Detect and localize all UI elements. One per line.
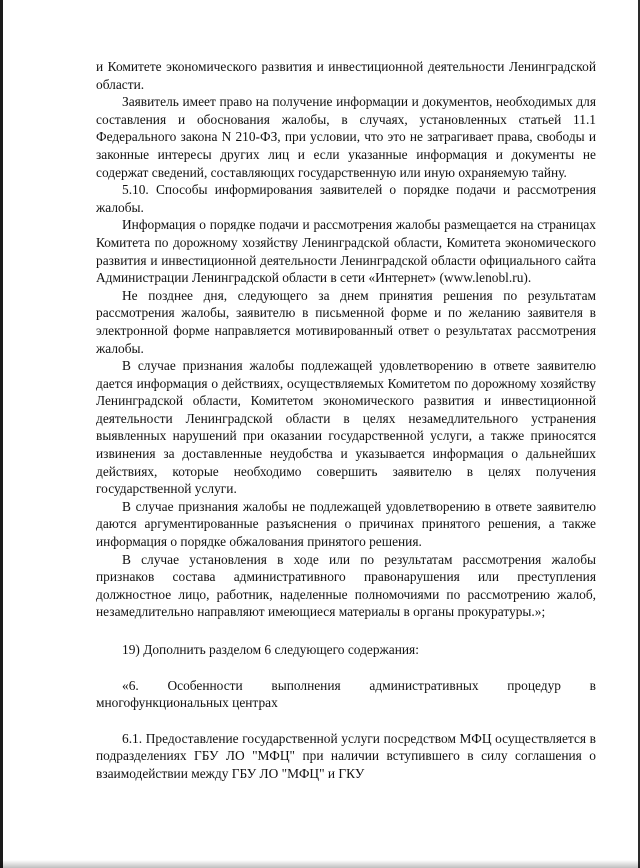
paragraph-offense-detected: В случае установления в ходе или по результатам рассмотрения жалобы признаков состава административного правонарушения или преступления должностное лицо, работник, наделенные полномочиями по рассмотрению жалоб, незамедлительно направляют имеющиеся материалы в органы прокуратуры.»;	[96, 551, 596, 620]
paragraph-section-6-1: 6.1. Предоставление государственной услуги посредством МФЦ осуществляется в подразделениях ГБУ ЛО "МФЦ" при наличии вступившего в силу соглашения о взаимодействии между ГБУ ЛО "МФЦ" и ГКУ	[96, 730, 596, 781]
paragraph-section-6-heading: «6. Особенности выполнения административных процедур в многофункциональных центрах	[96, 677, 596, 711]
paragraph-item-19: 19) Дополнить разделом 6 следующего содержания:	[122, 642, 419, 657]
paragraph-complaint-rejected: В случае признания жалобы не подлежащей удовлетворению в ответе заявителю даются аргументированные разъяснения о причинах принятого решения, а также информация о порядке обжалования принятого решения.	[96, 498, 596, 550]
paragraph-section-5-10-heading: 5.10. Способы информирования заявителей о порядке подачи и рассмотрения жалобы.	[96, 182, 596, 215]
page-bottom-shadow	[0, 860, 640, 868]
paragraph-committee-continuation: и Комитете экономического развития и инвестиционной деятельности Ленинградской области.	[96, 59, 596, 92]
paragraph-complaint-satisfied: В случае признания жалобы подлежащей удовлетворению в ответе заявителю дается информация о действиях, осуществляемых Комитетом по дорожному хозяйству Ленинградской области, Комитетом экономического развития и инвестиционной деятельности Ленинградской области в целях незамедлительного устранения выявленных нарушений при оказании государственной услуги, а также приносятся извинения за доставленные неудобства и указывается информация о дальнейших действиях, которые необходимо совершить заявителю в целях получения государственной услуги.	[96, 358, 596, 497]
paragraph-complaint-info-placement: Информация о порядке подачи и рассмотрения жалобы размещается на страницах Комитета по дорожному хозяйству Ленинградской области, Комитета экономического развития и инвестиционной деятельности Ленинградской области официального сайта Администрации Ленинградской области в сети «Интернет» (www.lenobl.ru).	[96, 217, 596, 286]
page-left-edge	[0, 0, 3, 868]
paragraph-applicant-rights: Заявитель имеет право на получение информации и документов, необходимых для составления и обоснования жалобы, в случаях, установленных статьей 11.1 Федерального закона N 210-ФЗ, при условии, что это не затрагивает права, свободы и законные интересы других лиц и если указанные информация и документы не содержат сведений, составляющих государственную или иную охраняемую тайну.	[96, 94, 596, 180]
document-body	[96, 58, 596, 783]
paragraph-response-deadline: Не позднее дня, следующего за днем принятия решения по результатам рассмотрения жалобы, заявителю в письменной форме и по желанию заявителя в электронной форме направляется мотивированный ответ о результатах рассмотрения жалобы.	[96, 287, 596, 356]
